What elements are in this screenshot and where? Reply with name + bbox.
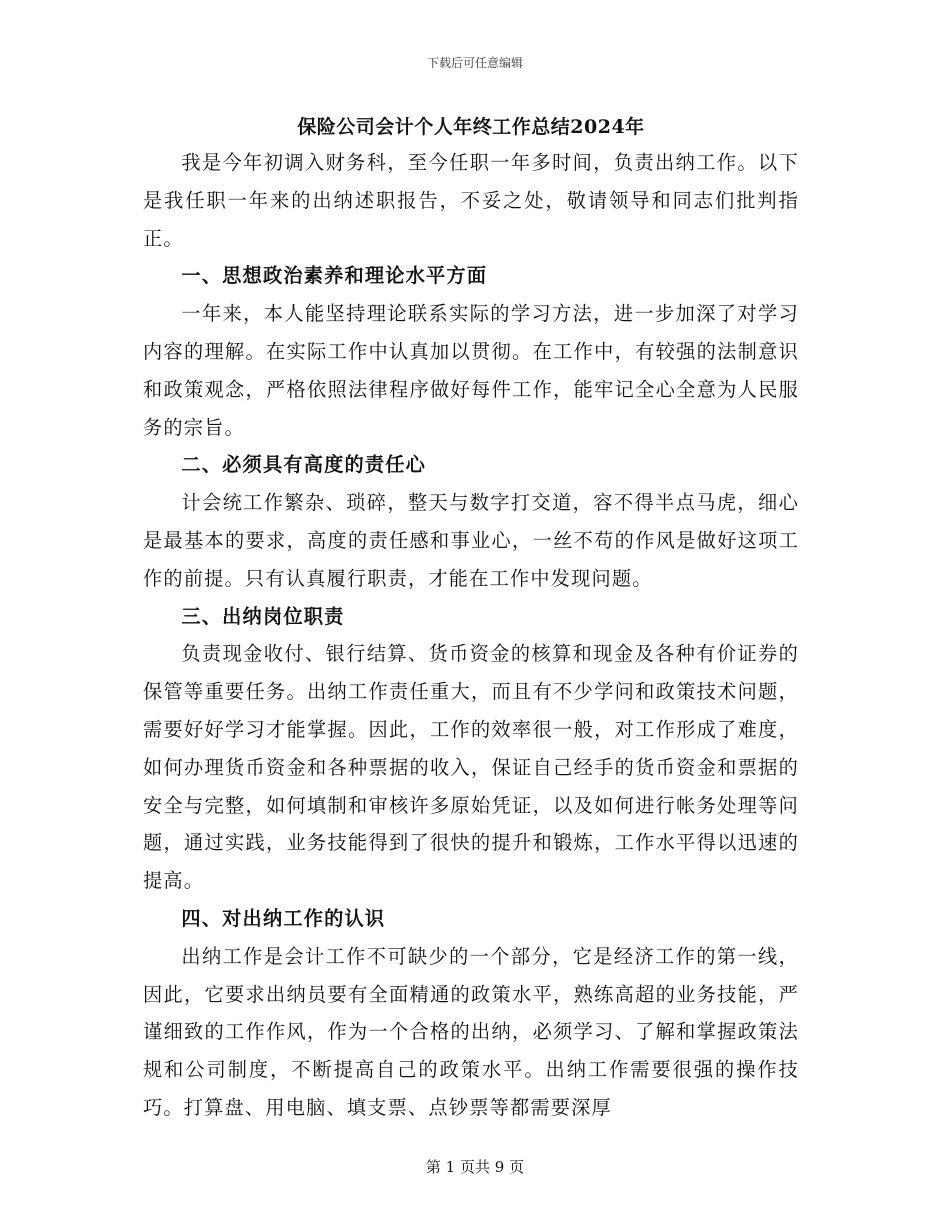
section-body-2: 计会统工作繁杂、琐碎，整天与数字打交道，容不得半点马虎，细心是最基本的要求，高度的责任感和事业心，一丝不苟的作风是做好这项工作的前提。只有认真履行职责，才能在工作中发现问题。 — [143, 491, 799, 590]
section-heading-1: 一、思想政治素养和理论水平方面 — [181, 264, 488, 288]
section-heading-2: 二、必须具有高度的责任心 — [181, 453, 427, 477]
section-body-1: 一年来，本人能坚持理论联系实际的学习方法，进一步加深了对学习内容的理解。在实际工作中认真加以贯彻。在工作中，有较强的法制意识和政策观念，严格依照法律程序做好每件工作，能牢记全心全意为人民服务的宗旨。 — [143, 302, 799, 439]
header-note: 下载后可任意编辑 — [426, 56, 523, 70]
section-body-4: 出纳工作是会计工作不可缺少的一个部分，它是经济工作的第一线，因此，它要求出纳员要有全面精通的政策水平，熟练高超的业务技能，严谨细致的工作作风，作为一个合格的出纳，必须学习、了解和掌握政策法规和公司制度，不断提高自己的政策水平。出纳工作需要很强的操作技巧。打算盘、用电脑、填支票、点钞票等都需要深厚 — [143, 944, 799, 1119]
section-heading-4: 四、对出纳工作的认识 — [181, 906, 386, 930]
document-body — [143, 112, 799, 1127]
page-footer: 第 1 页共 9 页 — [425, 1158, 525, 1176]
section-heading-3: 三、出纳岗位职责 — [181, 604, 345, 628]
document-title: 保险公司会计个人年终工作总结2024年 — [297, 116, 645, 138]
intro-paragraph: 我是今年初调入财务科，至今任职一年多时间，负责出纳工作。以下是我任职一年来的出纳述职报告，不妥之处，敬请领导和同志们批判指正。 — [143, 151, 799, 250]
section-body-3: 负责现金收付、银行结算、货币资金的核算和现金及各种有价证券的保管等重要任务。出纳工作责任重大，而且有不少学问和政策技术问题，需要好好学习才能掌握。因此，工作的效率很一般，对工作形成了难度，如何办理货币资金和各种票据的收入，保证自己经手的货币资金和票据的安全与完整，如何填制和审核许多原始凭证，以及如何进行帐务处理等问题，通过实践，业务技能得到了很快的提升和锻炼，工作水平得以迅速的提高。 — [143, 642, 799, 893]
